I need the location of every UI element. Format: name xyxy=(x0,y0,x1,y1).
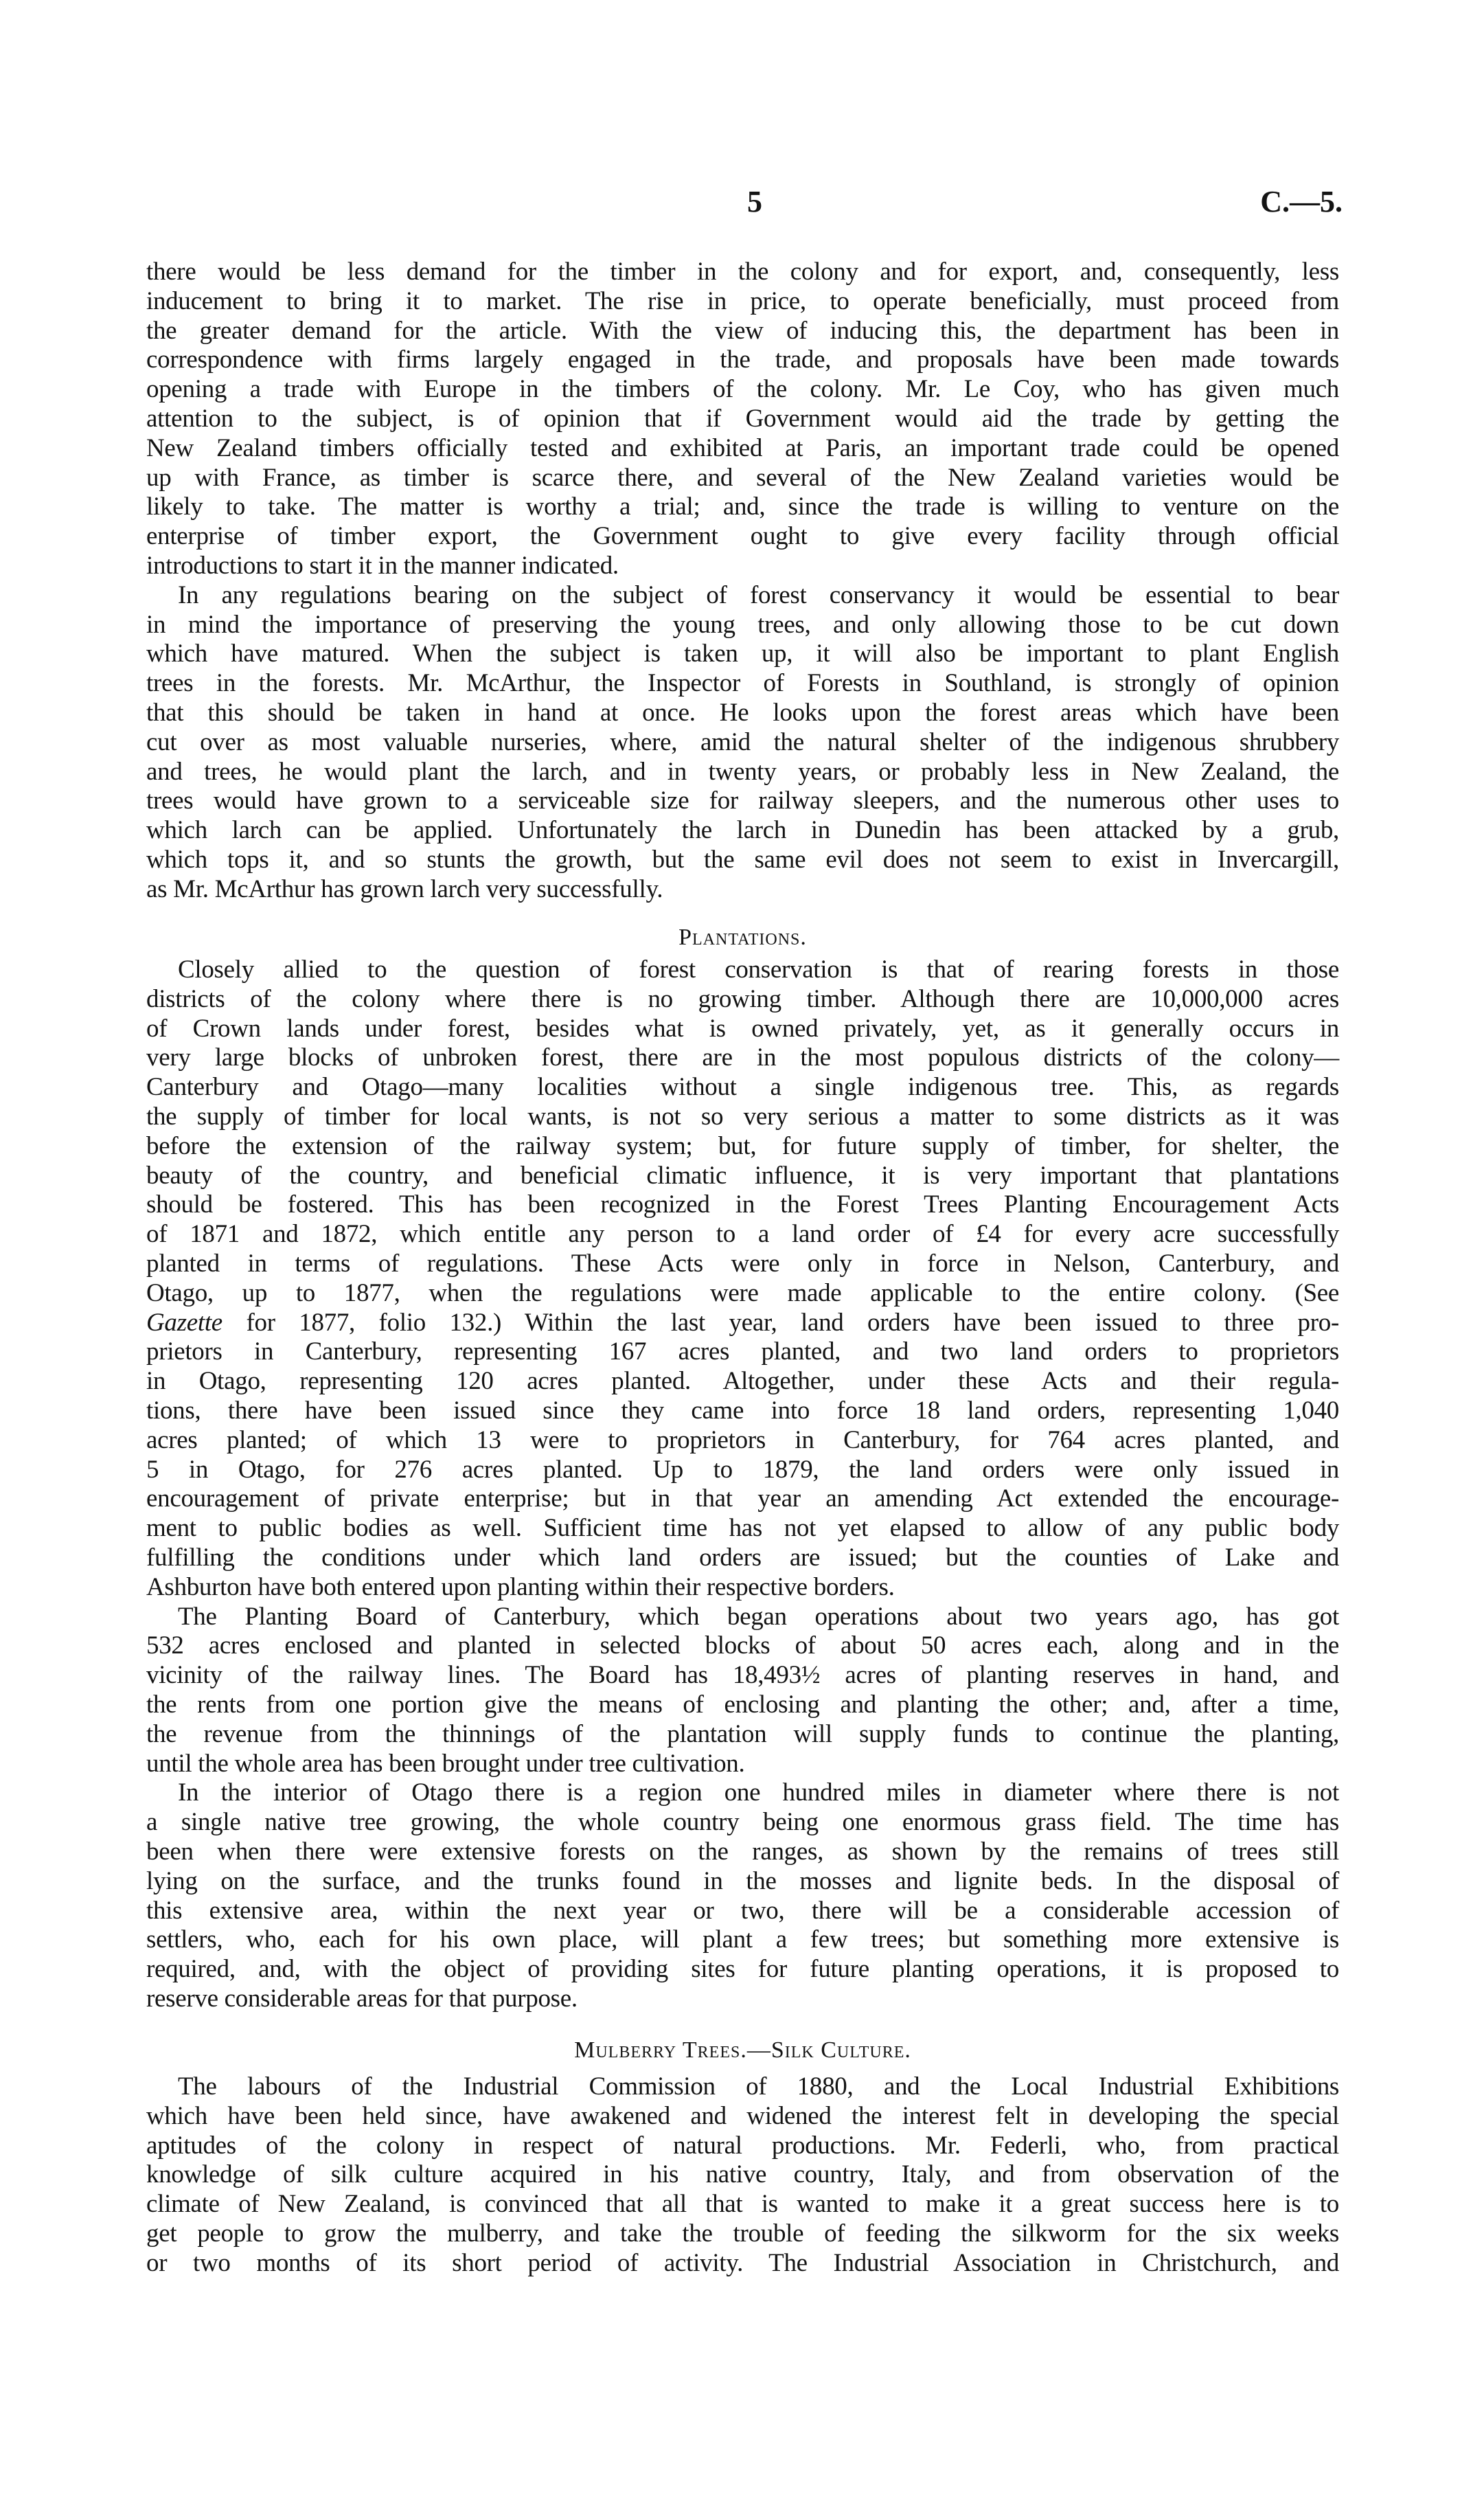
text-line: cut over as most valuable nurseries, where, amid the natural shelter of the indigenous shrubbery xyxy=(146,727,1339,756)
paragraph xyxy=(146,956,1339,1603)
section-timber-export xyxy=(146,258,1339,905)
text-line: tions, there have been issued since they came into force 18 land orders, representing 1,040 xyxy=(146,1396,1339,1425)
text-line: in mind the importance of preserving the young trees, and only allowing those to be cut down xyxy=(146,610,1339,639)
text-line: lying on the surface, and the trunks found in the mosses and lignite beds. In the disposal of xyxy=(146,1866,1339,1895)
text-line: which larch can be applied. Unfortunately the larch in Dunedin has been attacked by a grub, xyxy=(146,816,1339,845)
text-line: The Planting Board of Canterbury, which began operations about two years ago, has got xyxy=(178,1602,1339,1631)
text-line: vicinity of the railway lines. The Board has 18,493½ acres of planting reserves in hand, and xyxy=(146,1661,1339,1690)
text-line: before the extension of the railway system; but, for future supply of timber, for shelter, the xyxy=(146,1131,1339,1160)
page-number: 5 xyxy=(747,185,762,218)
text-line: settlers, who, each for his own place, will plant a few trees; but something more extensive is xyxy=(146,1925,1339,1954)
text-line: this extensive area, within the next year or two, there will be a considerable accession of xyxy=(146,1896,1339,1925)
text-line: Ashburton have both entered upon planting within their respective borders. xyxy=(146,1572,895,1601)
text-line: trees in the forests. Mr. McArthur, the Inspector of Forests in Southland, is strongly of opinion xyxy=(146,669,1339,698)
text-line: attention to the subject, is of opinion that if Government would aid the trade by getting the xyxy=(146,404,1339,433)
text-line: as Mr. McArthur has grown larch very successfully. xyxy=(146,874,663,903)
text-line: planted in terms of regulations. These Acts were only in force in Nelson, Canterbury, and xyxy=(146,1249,1339,1278)
text-line: there would be less demand for the timber in the colony and for export, and, consequently, less xyxy=(146,258,1339,286)
text-line: up with France, as timber is scarce there, and several of the New Zealand varieties would be xyxy=(146,463,1339,492)
text-line: fulfilling the conditions under which land orders are issued; but the counties of Lake and xyxy=(146,1543,1339,1572)
text-line: which have matured. When the subject is taken up, it will also be important to plant English xyxy=(146,640,1339,668)
text-line: which tops it, and so stunts the growth, but the same evil does not seem to exist in Invercargill, xyxy=(146,845,1339,874)
heading-plantations: Plantations. xyxy=(678,925,807,950)
text-line: opening a trade with Europe in the timbers of the colony. Mr. Le Coy, who has given much xyxy=(146,375,1339,404)
text-line: which have been held since, have awakened and widened the interest felt in developing the special xyxy=(146,2101,1339,2130)
text-line: inducement to bring it to market. The rise in price, to operate beneficially, must proceed from xyxy=(146,286,1339,315)
text-line: acres planted; of which 13 were to proprietors in Canterbury, for 764 acres planted, and xyxy=(146,1425,1339,1454)
line-text: for 1877, folio 132.) Within the last year, land orders have been issued to three pro- xyxy=(222,1308,1339,1337)
document-reference: C.—5. xyxy=(1260,185,1343,218)
paragraph xyxy=(146,581,1339,905)
section-plantations xyxy=(146,956,1339,2014)
text-line: should be fostered. This has been recognized in the Forest Trees Planting Encouragement Acts xyxy=(146,1190,1339,1219)
text-line: prietors in Canterbury, representing 167 acres planted, and two land orders to proprietors xyxy=(146,1337,1339,1366)
section-mulberry xyxy=(146,2072,1339,2278)
text-line: that this should be taken in hand at once. He looks upon the forest areas which have been xyxy=(146,698,1339,727)
text-line: very large blocks of unbroken forest, there are in the most populous districts of the colony— xyxy=(146,1043,1339,1072)
text-line: get people to grow the mulberry, and take the trouble of feeding the silkworm for the six weeks xyxy=(146,2219,1339,2248)
text-line: a single native tree growing, the whole country being one enormous grass field. The time has xyxy=(146,1808,1339,1837)
text-line: required, and, with the object of providing sites for future planting operations, it is proposed to xyxy=(146,1955,1339,1984)
heading-mulberry-silk-culture: Mulberry Trees.—Silk Culture. xyxy=(574,2037,911,2063)
text-line: of Crown lands under forest, besides what is owned privately, yet, as it generally occurs in xyxy=(146,1014,1339,1043)
text-line: been when there were extensive forests on the ranges, as shown by the remains of trees still xyxy=(146,1837,1339,1866)
text-line: encouragement of private enterprise; but in that year an amending Act extended the encourage- xyxy=(146,1484,1339,1513)
text-line: knowledge of silk culture acquired in his native country, Italy, and from observation of the xyxy=(146,2160,1339,2189)
paragraph xyxy=(146,1778,1339,2013)
text-line: the greater demand for the article. With the view of inducing this, the department has been in xyxy=(146,316,1339,345)
text-line: ment to public bodies as well. Sufficient time has not yet elapsed to allow of any public body xyxy=(146,1514,1339,1543)
text-line: Closely allied to the question of forest conservation is that of rearing forests in those xyxy=(178,956,1339,984)
text-line: In any regulations bearing on the subject of forest conservancy it would be essential to bear xyxy=(178,580,1339,609)
text-line: or two months of its short period of activity. The Industrial Association in Christchurch, and xyxy=(146,2248,1339,2277)
text-line: 5 in Otago, for 276 acres planted. Up to 1879, the land orders were only issued in xyxy=(146,1455,1339,1484)
paragraph xyxy=(146,1603,1339,1779)
text-line: enterprise of timber export, the Government ought to give every facility through official xyxy=(146,522,1339,551)
paragraph xyxy=(146,2072,1339,2278)
text-line: Otago, up to 1877, when the regulations were made applicable to the entire colony. (See xyxy=(146,1278,1339,1307)
text-line: in Otago, representing 120 acres planted. Altogether, under these Acts and their regula- xyxy=(146,1367,1339,1396)
text-line: trees would have grown to a serviceable size for railway sleepers, and the numerous other uses to xyxy=(146,787,1339,815)
text-line: and trees, he would plant the larch, and in twenty years, or probably less in New Zealand, the xyxy=(146,757,1339,786)
text-line: reserve considerable areas for that purpose. xyxy=(146,1984,578,2013)
italic-title: Gazette xyxy=(146,1308,222,1337)
text-line: 532 acres enclosed and planted in selected blocks of about 50 acres each, along and in the xyxy=(146,1631,1339,1660)
text-line: until the whole area has been brought under tree cultivation. xyxy=(146,1749,745,1778)
text-line: The labours of the Industrial Commission of 1880, and the Local Industrial Exhibitions xyxy=(178,2072,1339,2101)
text-line: districts of the colony where there is no growing timber. Although there are 10,000,000 acres xyxy=(146,984,1339,1013)
text-line: the revenue from the thinnings of the plantation will supply funds to continue the planting, xyxy=(146,1719,1339,1748)
text-line xyxy=(146,1309,1339,1338)
text-line: introductions to start it in the manner indicated. xyxy=(146,551,619,580)
text-line: aptitudes of the colony in respect of natural productions. Mr. Federli, who, from practical xyxy=(146,2131,1339,2160)
paragraph xyxy=(146,258,1339,581)
text-line: likely to take. The matter is worthy a trial; and, since the trade is willing to venture on the xyxy=(146,493,1339,521)
text-line: of 1871 and 1872, which entitle any person to a land order of £4 for every acre successfully xyxy=(146,1220,1339,1249)
text-line: New Zealand timbers officially tested and exhibited at Paris, an important trade could be opened xyxy=(146,433,1339,462)
text-line: correspondence with firms largely engaged in the trade, and proposals have been made towards xyxy=(146,346,1339,374)
text-line: beauty of the country, and beneficial climatic influence, it is very important that plantations xyxy=(146,1161,1339,1190)
text-line: In the interior of Otago there is a region one hundred miles in diameter where there is not xyxy=(178,1778,1339,1807)
text-line: Canterbury and Otago—many localities without a single indigenous tree. This, as regards xyxy=(146,1073,1339,1102)
text-line: the rents from one portion give the means of enclosing and planting the other; and, after a time, xyxy=(146,1690,1339,1719)
text-line: climate of New Zealand, is convinced that all that is wanted to make it a great success here is to xyxy=(146,2190,1339,2219)
text-line: the supply of timber for local wants, is not so very serious a matter to some districts as it was xyxy=(146,1102,1339,1131)
